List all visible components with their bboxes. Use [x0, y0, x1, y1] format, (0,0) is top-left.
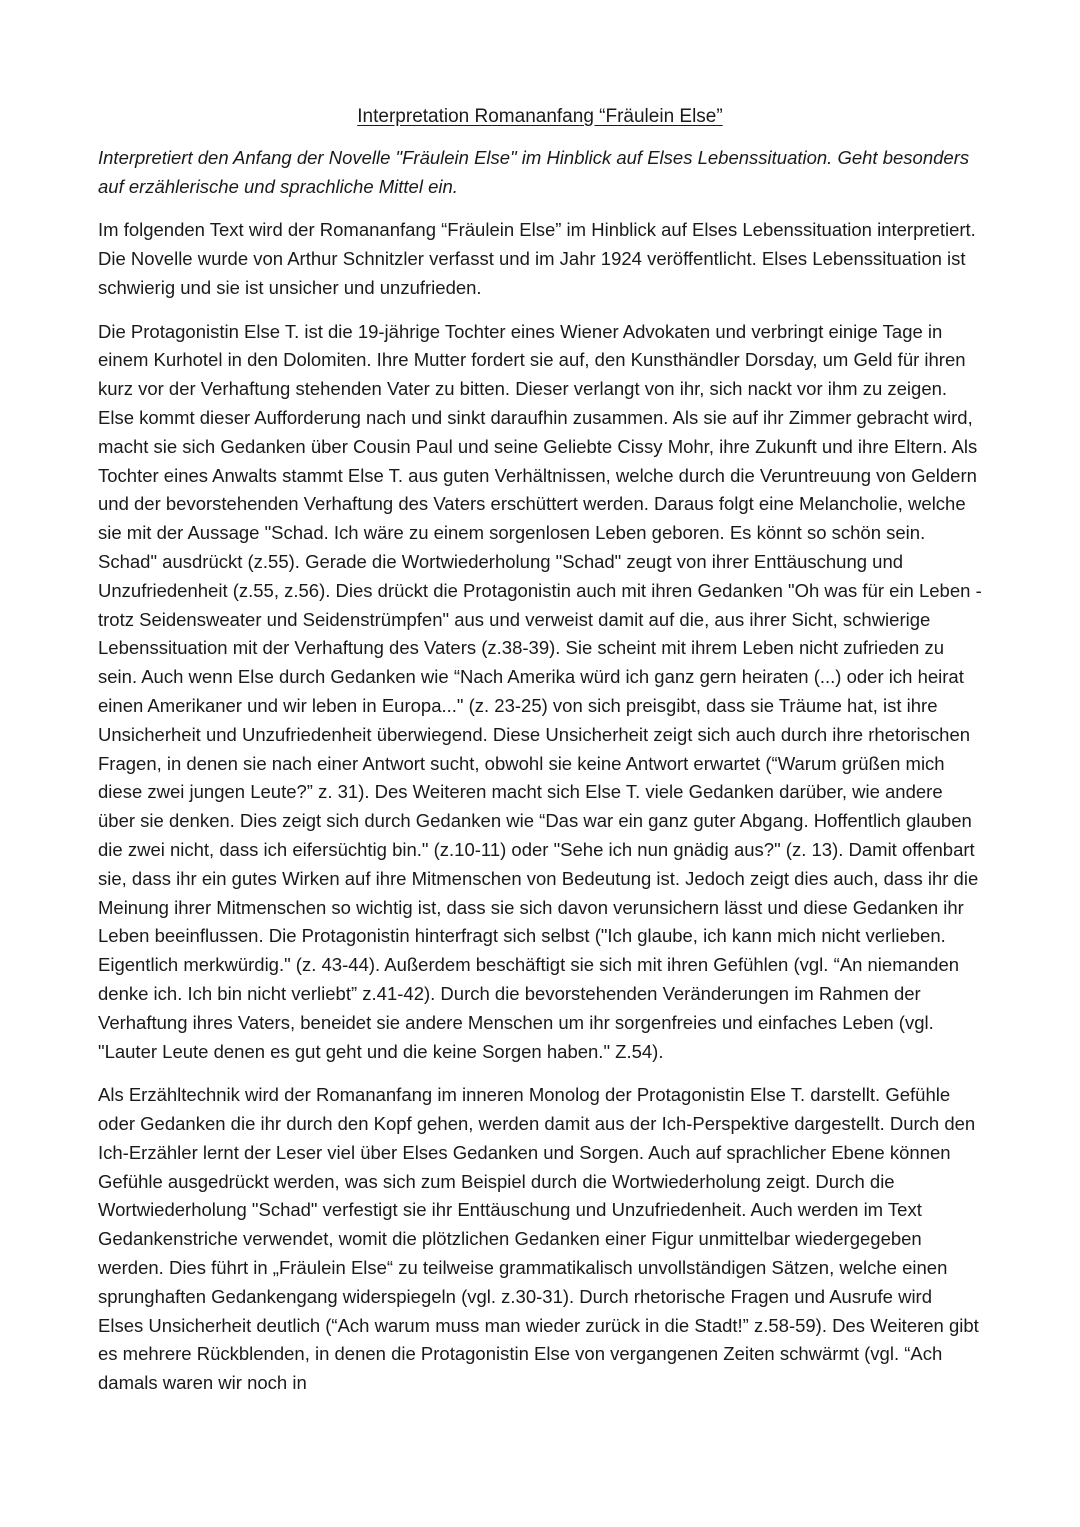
task-prompt: Interpretiert den Anfang der Novelle "Fräulein Else" im Hinblick auf Elses Lebenssituation. Geht besonders auf erzählerische und sprachliche Mittel ein. [98, 147, 970, 197]
document-title: Interpretation Romananfang “Fräulein Else” [357, 106, 723, 127]
document-page [98, 103, 982, 1413]
paragraph-life-situation: Die Protagonistin Else T. ist die 19-jährige Tochter eines Wiener Advokaten und verbringt einige Tage in einem Kurhotel in den Dolomiten. Ihre Mutter fordert sie auf, den Kunsthändler Dorsday, um Geld für ihren kurz vor der Verhaftung stehenden Vater zu bitten. Dieser verlangt von ihr, sich nackt vor ihm zu zeigen. Else kommt dieser Aufforderung nach und sinkt daraufhin zusammen. Als sie auf ihr Zimmer gebracht wird, macht sie sich Gedanken über Cousin Paul und seine Geliebte Cissy Mohr, ihre Zukunft und ihre Eltern. Als Tochter eines Anwalts stammt Else T. aus guten Verhältnissen, welche durch die Veruntreuung von Geldern und der bevorstehenden Verhaftung des Vaters erschüttert werden. Daraus folgt eine Melancholie, welche sie mit der Aussage "Schad. Ich wäre zu einem sorgenlosen Leben geboren. Es könnt so schön sein. Schad" ausdrückt (z.55). Gerade die Wortwiederholung "Schad" zeugt von ihrer Enttäuschung und Unzufriedenheit (z.55, z.56). Dies drückt die Protagonistin auch mit ihren Gedanken "Oh was für ein Leben - trotz Seidensweater und Seidenstrümpfen" aus und verweist damit auf die, aus ihrer Sicht, schwierige Lebenssituation mit der Verhaftung des Vaters (z.38-39). Sie scheint mit ihrem Leben nicht zufrieden zu sein. Auch wenn Else durch Gedanken wie “Nach Amerika würd ich ganz gern heiraten (...) oder ich heirat einen Amerikaner und wir leben in Europa..." (z. 23-25) von sich preisgibt, dass sie Träume hat, ist ihre Unsicherheit und Unzufriedenheit überwiegend. Diese Unsicherheit zeigt sich auch durch ihre rhetorischen Fragen, in denen sie nach einer Antwort sucht, obwohl sie keine Antwort erwartet (“Warum grüßen mich diese zwei jungen Leute?” z. 31). Des Weiteren macht sich Else T. viele Gedanken darüber, wie andere über sie denken. Dies zeigt sich durch Gedanken wie “Das war ein ganz guter Abgang. Hoffentlich glauben die zwei nicht, dass ich eifersüchtig bin." (z.10-11) oder "Sehe ich nun gnädig aus?" (z. 13). Damit offenbart sie, dass ihr ein gutes Wirken auf ihre Mitmenschen von Bedeutung ist. Jedoch zeigt dies auch, dass ihr die Meinung ihrer Mitmenschen so wichtig ist, dass sie sich davon verunsichern lässt und diese Gedanken ihr Leben beeinflussen. Die Protagonistin hinterfragt sich selbst ("Ich glaube, ich kann mich nicht verlieben. Eigentlich merkwürdig." (z. 43-44). Außerdem beschäftigt sie sich mit ihren Gefühlen (vgl. “An niemanden denke ich. Ich bin nicht verliebt” z.41-42). Durch die bevorstehenden Veränderungen im Rahmen der Verhaftung ihres Vaters, beneidet sie andere Menschen um ihr sorgenfreies und einfaches Leben (vgl. "Lauter Leute denen es gut geht und die keine Sorgen haben." Z.54). [98, 320, 982, 1062]
paragraph-introduction: Im folgenden Text wird der Romananfang “Fräulein Else” im Hinblick auf Elses Lebenssituation interpretiert. Die Novelle wurde von Arthur Schnitzler verfasst und im Jahr 1924 veröffentlicht. Elses Lebenssituation ist schwierig und sie ist unsicher und unzufrieden. [98, 219, 976, 298]
paragraph-narrative-technique: Als Erzähltechnik wird der Romananfang im inneren Monolog der Protagonistin Else T. darstellt. Gefühle oder Gedanken die ihr durch den Kopf gehen, werden damit aus der Ich-Perspektive dargestellt. Durch den Ich-Erzähler lernt der Leser viel über Elses Gedanken und Sorgen. Auch auf sprachlicher Ebene können Gefühle ausgedrückt werden, was sich zum Beispiel durch die Wortwiederholung zeigt. Durch die Wortwiederholung "Schad" verfestigt sie ihr Enttäuschung und Unzufriedenheit. Auch werden im Text Gedankenstriche verwendet, womit die plötzlichen Gedanken einer Figur unmittelbar wiedergegeben werden. Dies führt in „Fräulein Else“ zu teilweise grammatikalisch unvollständigen Sätzen, welche einen sprunghaften Gedankengang widerspiegeln (vgl. z.30-31). Durch rhetorische Fragen und Ausrufe wird Elses Unsicherheit deutlich (“Ach warum muss man wieder zurück in die Stadt!” z.58-59). Des Weiteren gibt es mehrere Rückblenden, in denen die Protagonistin Else von vergangenen Zeiten schwärmt (vgl. “Ach damals waren wir noch in [98, 1084, 979, 1394]
